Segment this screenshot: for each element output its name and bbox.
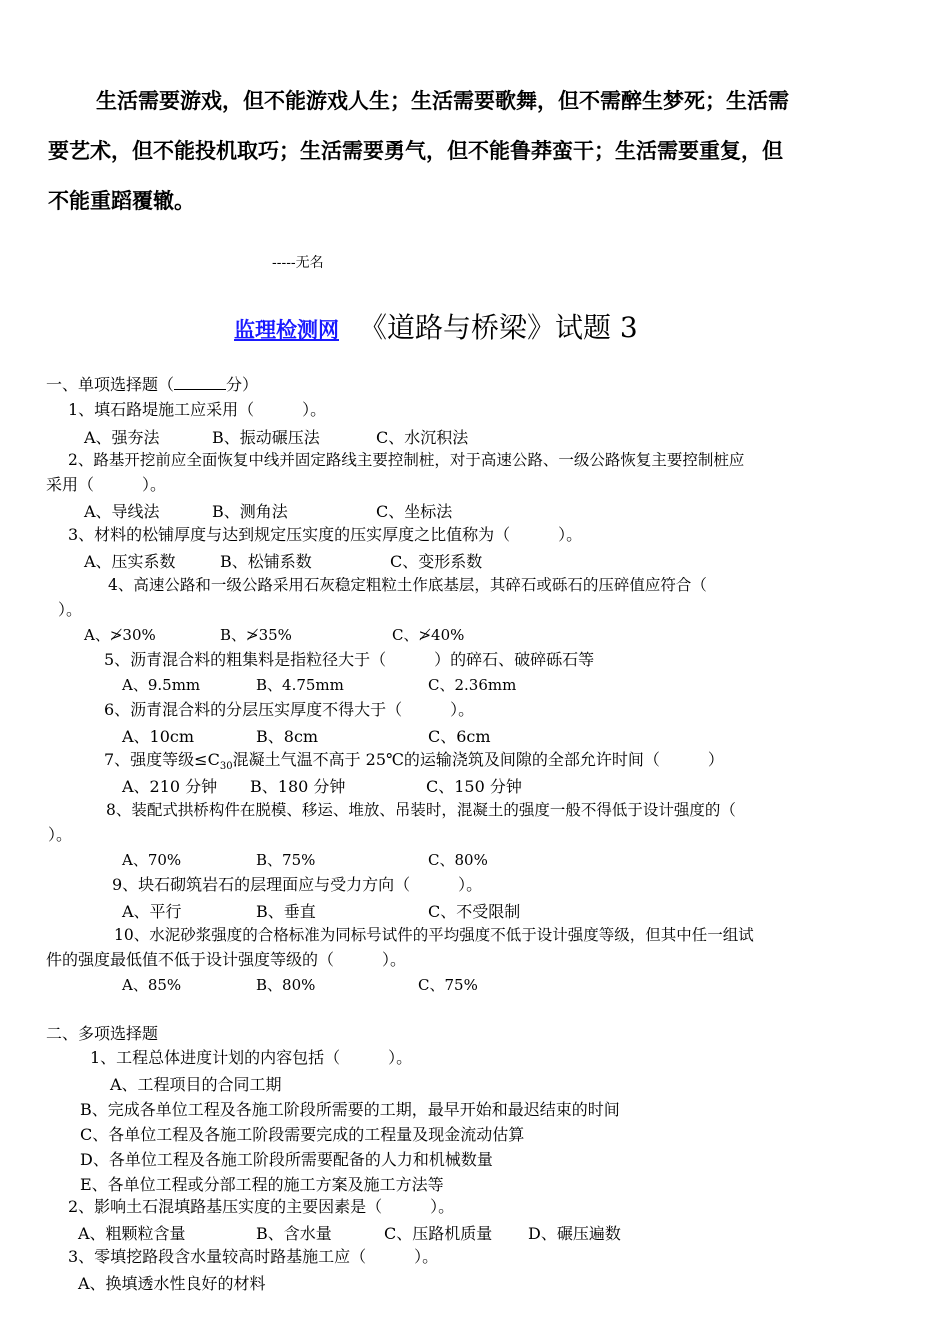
s1-q10-option-c: C、75% xyxy=(418,976,478,994)
s1-q7-text: 7、强度等级$\le C_{30}$混凝土气温不高于 25℃的运输浇筑及间隙的全部允许时间（ ） xyxy=(104,750,724,773)
quote-line-1: 生活需要游戏，但不能游戏人生；生活需要歌舞，但不需醉生梦死；生活需 xyxy=(96,89,789,113)
s1-q8-text-1: 8、装配式拱桥构件在脱模、移运、堆放、吊装时，混凝土的强度一般不得低于设计强度的（ xyxy=(106,801,736,819)
s1-q3-option-b: B、松铺系数 xyxy=(220,552,312,571)
s2-q3-text: 3、零填挖路段含水量较高时路基施工应（ ）。 xyxy=(68,1247,439,1266)
s1-q4-option-a: A、≯30% xyxy=(84,626,156,644)
s1-q6-option-b: B、8cm xyxy=(256,727,319,746)
s1-q7-option-c: C、150 分钟 xyxy=(426,777,522,796)
s1-q1-text: 1、填石路堤施工应采用（ ）。 xyxy=(68,400,327,419)
s1-q10-text-2: 件的强度最低值不低于设计强度等级的（ ）。 xyxy=(46,950,407,969)
s1-q8-option-b: B、75% xyxy=(256,851,316,869)
s1-q3-option-a: A、压实系数 xyxy=(84,552,176,571)
section2-heading: 二、多项选择题 xyxy=(46,1024,159,1043)
s1-q2-text-2: 采用（ ）。 xyxy=(46,475,167,494)
s2-q2-option-b: B、含水量 xyxy=(256,1224,332,1243)
s1-q3-option-c: C、变形系数 xyxy=(390,552,483,571)
s1-q2-option-c: C、坐标法 xyxy=(376,502,453,521)
site-link[interactable]: 监理检测网 xyxy=(234,318,339,342)
s1-q7-option-b: B、180 分钟 xyxy=(250,777,346,796)
s1-q9-option-b: B、垂直 xyxy=(256,902,316,921)
s1-q8-text-2: ）。 xyxy=(48,825,73,844)
s2-q1-option-b: B、完成各单位工程及各施工阶段所需要的工期，最早开始和最迟结束的时间 xyxy=(80,1100,620,1119)
s1-q9-text: 9、块石砌筑岩石的层理面应与受力方向（ ）。 xyxy=(112,875,483,894)
score-blank xyxy=(174,375,226,390)
page-title xyxy=(234,306,638,346)
s1-q10-text-1: 10、水泥砂浆强度的合格标准为同标号试件的平均强度不低于设计强度等级，但其中任一组试 xyxy=(114,926,754,944)
s2-q2-text: 2、影响土石混填路基压实度的主要因素是（ ）。 xyxy=(68,1197,455,1216)
s1-q2-option-a: A、导线法 xyxy=(84,502,160,521)
s2-q1-option-d: D、各单位工程及各施工阶段所需要配备的人力和机械数量 xyxy=(80,1150,493,1169)
s1-q9-option-c: C、不受限制 xyxy=(428,902,521,921)
s2-q1-option-c: C、各单位工程及各施工阶段需要完成的工程量及现金流动估算 xyxy=(80,1125,525,1144)
s1-q3-text: 3、材料的松铺厚度与达到规定压实度的压实厚度之比值称为（ ）。 xyxy=(68,525,583,544)
s2-q2-option-d: D、碾压遍数 xyxy=(528,1224,621,1243)
exam-title: 《道路与桥梁》试题 3 xyxy=(359,311,638,344)
s1-q7-option-a: A、210 分钟 xyxy=(122,777,218,796)
s1-q9-option-a: A、平行 xyxy=(122,902,182,921)
s1-q1-option-c: C、水沉积法 xyxy=(376,428,469,447)
s2-q1-option-a: A、工程项目的合同工期 xyxy=(110,1075,282,1094)
s1-q8-option-a: A、70% xyxy=(122,851,182,869)
s1-q2-option-b: B、测角法 xyxy=(212,502,288,521)
s1-q5-text: 5、沥青混合料的粗集料是指粒径大于（ ）的碎石、破碎砾石等 xyxy=(104,650,595,669)
s1-q6-option-c: C、6cm xyxy=(428,727,491,746)
section1-heading: 一、单项选择题（ 分） xyxy=(46,375,259,394)
s2-q3-option-a: A、换填透水性良好的材料 xyxy=(78,1274,266,1293)
s1-q10-option-b: B、80% xyxy=(256,976,316,994)
s1-q4-option-c: C、≯40% xyxy=(392,626,465,644)
s1-q1-option-b: B、振动碾压法 xyxy=(212,428,320,447)
s1-q5-option-a: A、9.5mm xyxy=(122,676,201,694)
s1-q4-option-b: B、≯35% xyxy=(220,626,292,644)
s1-q10-option-a: A、85% xyxy=(122,976,182,994)
quote-line-3: 不能重蹈覆辙。 xyxy=(48,189,195,213)
s1-q6-option-a: A、10cm xyxy=(122,727,195,746)
s1-q5-option-c: C、2.36mm xyxy=(428,676,517,694)
s2-q2-option-a: A、粗颗粒含量 xyxy=(78,1224,186,1243)
s2-q2-option-c: C、压路机质量 xyxy=(384,1224,493,1243)
s2-q1-text: 1、工程总体进度计划的内容包括（ ）。 xyxy=(90,1048,413,1067)
quote-line-2: 要艺术，但不能投机取巧；生活需要勇气，但不能鲁莽蛮干；生活需要重复，但 xyxy=(48,139,783,163)
s1-q5-option-b: B、4.75mm xyxy=(256,676,344,694)
s1-q1-option-a: A、强夯法 xyxy=(84,428,160,447)
s1-q6-text: 6、沥青混合料的分层压实厚度不得大于（ ）。 xyxy=(104,700,475,719)
s1-q2-text-1: 2、路基开挖前应全面恢复中线并固定路线主要控制桩，对于高速公路、一级公路恢复主要控制桩应 xyxy=(68,451,745,469)
quote-block xyxy=(48,76,900,226)
quote-author: -----无名 xyxy=(272,255,324,271)
s2-q1-option-e: E、各单位工程或分部工程的施工方案及施工方法等 xyxy=(80,1175,444,1194)
s1-q8-option-c: C、80% xyxy=(428,851,488,869)
s1-q4-text-2: ）。 xyxy=(58,600,83,619)
s1-q4-text-1: 4、高速公路和一级公路采用石灰稳定粗粒土作底基层，其碎石或砾石的压碎值应符合（ xyxy=(108,576,707,594)
